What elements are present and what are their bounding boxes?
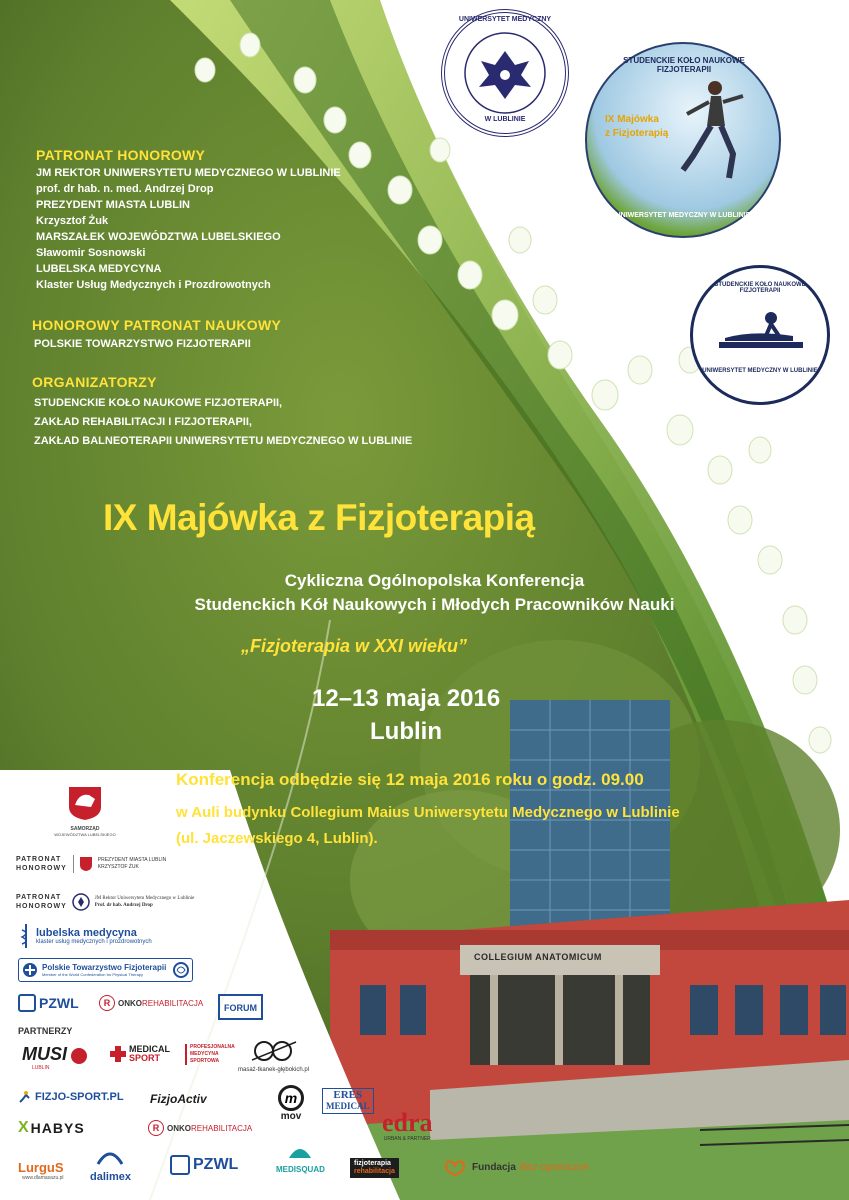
conference-address: (ul. Jaczewskiego 4, Lublin).	[176, 830, 378, 847]
musi-text: MUSI	[22, 1044, 67, 1064]
pzwl-text: PZWL	[193, 1156, 239, 1173]
lubelska-tagline: klaster usług medycznych i prozdrowotnych	[36, 939, 152, 945]
university-emblem-icon	[72, 893, 90, 911]
medical-sport-logo	[110, 1045, 170, 1063]
medical-sport-1: MEDICAL	[129, 1044, 170, 1054]
conference-venue: w Auli budynku Collegium Maius Uniwersytetu Medycznego w Lublinie	[176, 804, 680, 821]
ptf-cross-icon	[22, 962, 38, 978]
pms-text: PROFESJONALNA MEDYCYNA SPORTOWA	[190, 1044, 235, 1064]
honorary-line: JM REKTOR UNIWERSYTETU MEDYCZNEGO W LUBLINIE	[36, 167, 341, 179]
musi-sub: LUBLIN	[32, 1065, 50, 1071]
eres-2: MEDICAL	[326, 1101, 370, 1111]
circle-logo-top: STUDENCKIE KOŁO NAUKOWE FIZJOTERAPII	[623, 56, 745, 74]
organizer-line: ZAKŁAD REHABILITACJI I FIZJOTERAPII,	[34, 416, 252, 428]
scientific-patronage-heading: HONOROWY PATRONAT NAUKOWY	[32, 317, 282, 333]
fundacja-text-2: Bez ograniczeń	[519, 1161, 589, 1173]
event-city: Lublin	[370, 718, 442, 745]
jumping-woman-icon	[677, 74, 747, 184]
dalimex-arc-icon	[96, 1148, 124, 1166]
fizjo-sport-logo	[18, 1090, 124, 1104]
fundacja-logo	[442, 1158, 589, 1176]
city-shield-icon	[80, 857, 92, 871]
marshal-line2: WOJEWÓDZTWA LUBELSKIEGO	[54, 832, 116, 837]
lurgus-logo	[18, 1160, 64, 1181]
event-title: IX Majówka z Fizjoterapią	[103, 497, 535, 538]
onko-b: REHABILITACJA	[191, 1123, 253, 1133]
university-seal-top: UNIWERSYTET MEDYCZNY	[458, 16, 552, 23]
honorary-patronage-heading: PATRONAT HONOROWY	[36, 147, 206, 163]
president-patronage-logo	[16, 855, 166, 873]
edra-text: edra	[382, 1108, 433, 1137]
honorary-line: Krzysztof Żuk	[36, 215, 109, 227]
organizer-line: STUDENCKIE KOŁO NAUKOWE FIZJOTERAPII,	[34, 397, 283, 409]
ptf-name: Polskie Towarzystwo Fizjoterapii	[42, 963, 167, 972]
fizjoactiv-text: FizjoActiv	[150, 1092, 207, 1106]
club-seal	[690, 265, 830, 405]
onko-a: ONKO	[167, 1123, 191, 1133]
club-seal-top: STUDENCKIE KOŁO NAUKOWE FIZJOTERAPII	[714, 282, 806, 294]
masaz-eye-icon	[250, 1040, 298, 1062]
fizjo-sport-figure-icon	[18, 1090, 32, 1104]
marshal-logo	[50, 785, 120, 837]
patronat-label-1: PATRONAT	[16, 894, 62, 901]
event-subtitle-2: Studenckich Kół Naukowych i Młodych Pracowników Nauki	[194, 595, 675, 614]
fundacja-text-1: Fundacja	[472, 1161, 516, 1173]
dalimex-text: dalimex	[90, 1171, 131, 1183]
caduceus-icon	[20, 924, 32, 948]
club-seal-bottom: UNIWERSYTET MEDYCZNY W LUBLINIE	[702, 368, 818, 374]
honorary-line: PREZYDENT MIASTA LUBLIN	[36, 199, 190, 211]
pzwl-mark-icon	[18, 994, 36, 1012]
event-subtitle-1: Cykliczna Ogólnopolska Konferencja	[284, 571, 585, 590]
medisquad-logo	[276, 1140, 325, 1174]
rector-patronage-logo	[16, 893, 194, 911]
onko-r-icon: R	[148, 1120, 164, 1136]
fizjo-sport-text: FIZJO-SPORT.PL	[35, 1091, 124, 1103]
organizer-line: ZAKŁAD BALNEOTERAPII UNIWERSYTETU MEDYCZNEGO W LUBLINIE	[34, 435, 413, 447]
mov-circle-icon: m	[278, 1085, 304, 1111]
onko-a: ONKO	[118, 998, 142, 1008]
medisquad-leaf-icon	[287, 1140, 313, 1160]
lublin-coat-of-arms-icon	[65, 785, 105, 821]
edra-sub: URBAN & PARTNER	[383, 1136, 431, 1142]
lubelska-name: lubelska medycyna	[36, 927, 137, 939]
event-dates: 12–13 maja 2016	[312, 685, 501, 712]
honorary-patronage-list	[36, 165, 341, 293]
president-line1: PREZYDENT MIASTA LUBLIN	[97, 857, 167, 863]
medical-cross-icon	[110, 1046, 126, 1062]
conference-time: Konferencja odbędzie się 12 maja 2016 roku o godz. 09.00	[176, 770, 644, 789]
eres-medical-logo	[322, 1088, 374, 1114]
fizj-rehab-1: fizjoterapia	[354, 1160, 391, 1167]
event-theme: „Fizjoterapia w XXI wieku”	[241, 636, 468, 656]
rector-line2: Prof. dr hab. Andrzej Drop	[94, 903, 153, 908]
forum-logo	[218, 994, 263, 1020]
pzwl-logo-1	[18, 994, 79, 1012]
forum-text: FORUM	[224, 1003, 257, 1013]
onkorehabilitacja-logo-2	[148, 1120, 252, 1136]
pms-logo	[185, 1044, 238, 1065]
lurgus-text: LurguS	[18, 1160, 64, 1175]
scientific-patronage-line: POLSKIE TOWARZYSTWO FIZJOTERAPII	[34, 338, 251, 350]
honorary-line: Klaster Usług Medycznych i Prozdrowotnych	[36, 279, 271, 291]
fizjoterapia-rehabilitacja-logo	[350, 1158, 399, 1178]
eagle-icon	[445, 13, 565, 133]
partners-heading: PARTNERZY	[18, 1026, 73, 1036]
ptf-logo	[18, 958, 193, 982]
building-sign: COLLEGIUM ANATOMICUM	[474, 952, 602, 962]
massage-patient-icon	[713, 308, 809, 358]
ptf-tagline: Member of the World Confederation for Physical Therapy	[42, 972, 144, 977]
honorary-line: LUBELSKA MEDYCYNA	[36, 263, 162, 275]
honorary-line: prof. dr hab. n. med. Andrzej Drop	[36, 183, 214, 195]
pzwl-logo-2	[170, 1155, 238, 1175]
medical-sport-2: SPORT	[129, 1053, 161, 1063]
medisquad-text: MEDISQUAD	[276, 1165, 325, 1174]
pzwl-text: PZWL	[39, 995, 79, 1011]
lubelska-medycyna-logo	[20, 924, 152, 948]
mov-text: mov	[280, 1111, 302, 1122]
circle-logo-center2: z Fizjoterapią	[605, 128, 669, 139]
fizjoactiv-logo	[150, 1090, 207, 1108]
patronat-label-1: PATRONAT	[16, 856, 62, 863]
patronat-label-2: HONOROWY	[16, 903, 67, 910]
onkorehabilitacja-logo-1	[99, 995, 203, 1011]
honorary-line: Sławomir Sosnowski	[36, 247, 146, 259]
mov-logo	[278, 1085, 304, 1122]
pzwl-mark-icon	[170, 1155, 190, 1175]
masaz-logo	[238, 1040, 309, 1073]
fizj-rehab-2: rehabilitacja	[354, 1168, 395, 1175]
musi-badge-icon	[71, 1048, 87, 1064]
organizers-list	[34, 394, 412, 451]
university-seal-bottom: W LUBLINIE	[484, 116, 526, 123]
habys-logo	[18, 1119, 85, 1137]
circle-logo-center1: IX Majówka	[605, 114, 659, 125]
musi-logo	[22, 1044, 87, 1071]
president-line2: KRZYSZTOF ŻUK	[97, 864, 139, 870]
eres-1: ERES	[333, 1089, 363, 1101]
marshal-line1: SAMORZĄD	[70, 826, 100, 832]
fundacja-heart-icon	[442, 1158, 468, 1176]
organizers-heading: ORGANIZATORZY	[32, 374, 157, 390]
onko-r-icon: R	[99, 995, 115, 1011]
onko-b: REHABILITACJA	[142, 998, 204, 1008]
masaz-text: masaż-tkanek-głębokich.pl	[238, 1067, 310, 1073]
rector-line1: JM Rektor Uniwersytetu Medycznego w Lublinie	[94, 896, 195, 901]
patronat-label-2: HONOROWY	[16, 865, 67, 872]
university-seal	[441, 9, 569, 137]
circle-logo-bottom: UNIWERSYTET MEDYCZNY W LUBLINIE	[615, 212, 751, 219]
honorary-line: MARSZAŁEK WOJEWÓDZTWA LUBELSKIEGO	[36, 231, 281, 243]
habys-text: HABYS	[30, 1120, 85, 1136]
wcpt-swirl-icon	[173, 962, 189, 978]
majowka-circle-logo	[585, 42, 781, 238]
lurgus-url: www.dlamasazu.pl	[22, 1175, 64, 1181]
edra-logo	[382, 1110, 433, 1142]
habys-x-icon: X	[18, 1119, 29, 1136]
dalimex-logo	[90, 1148, 131, 1183]
